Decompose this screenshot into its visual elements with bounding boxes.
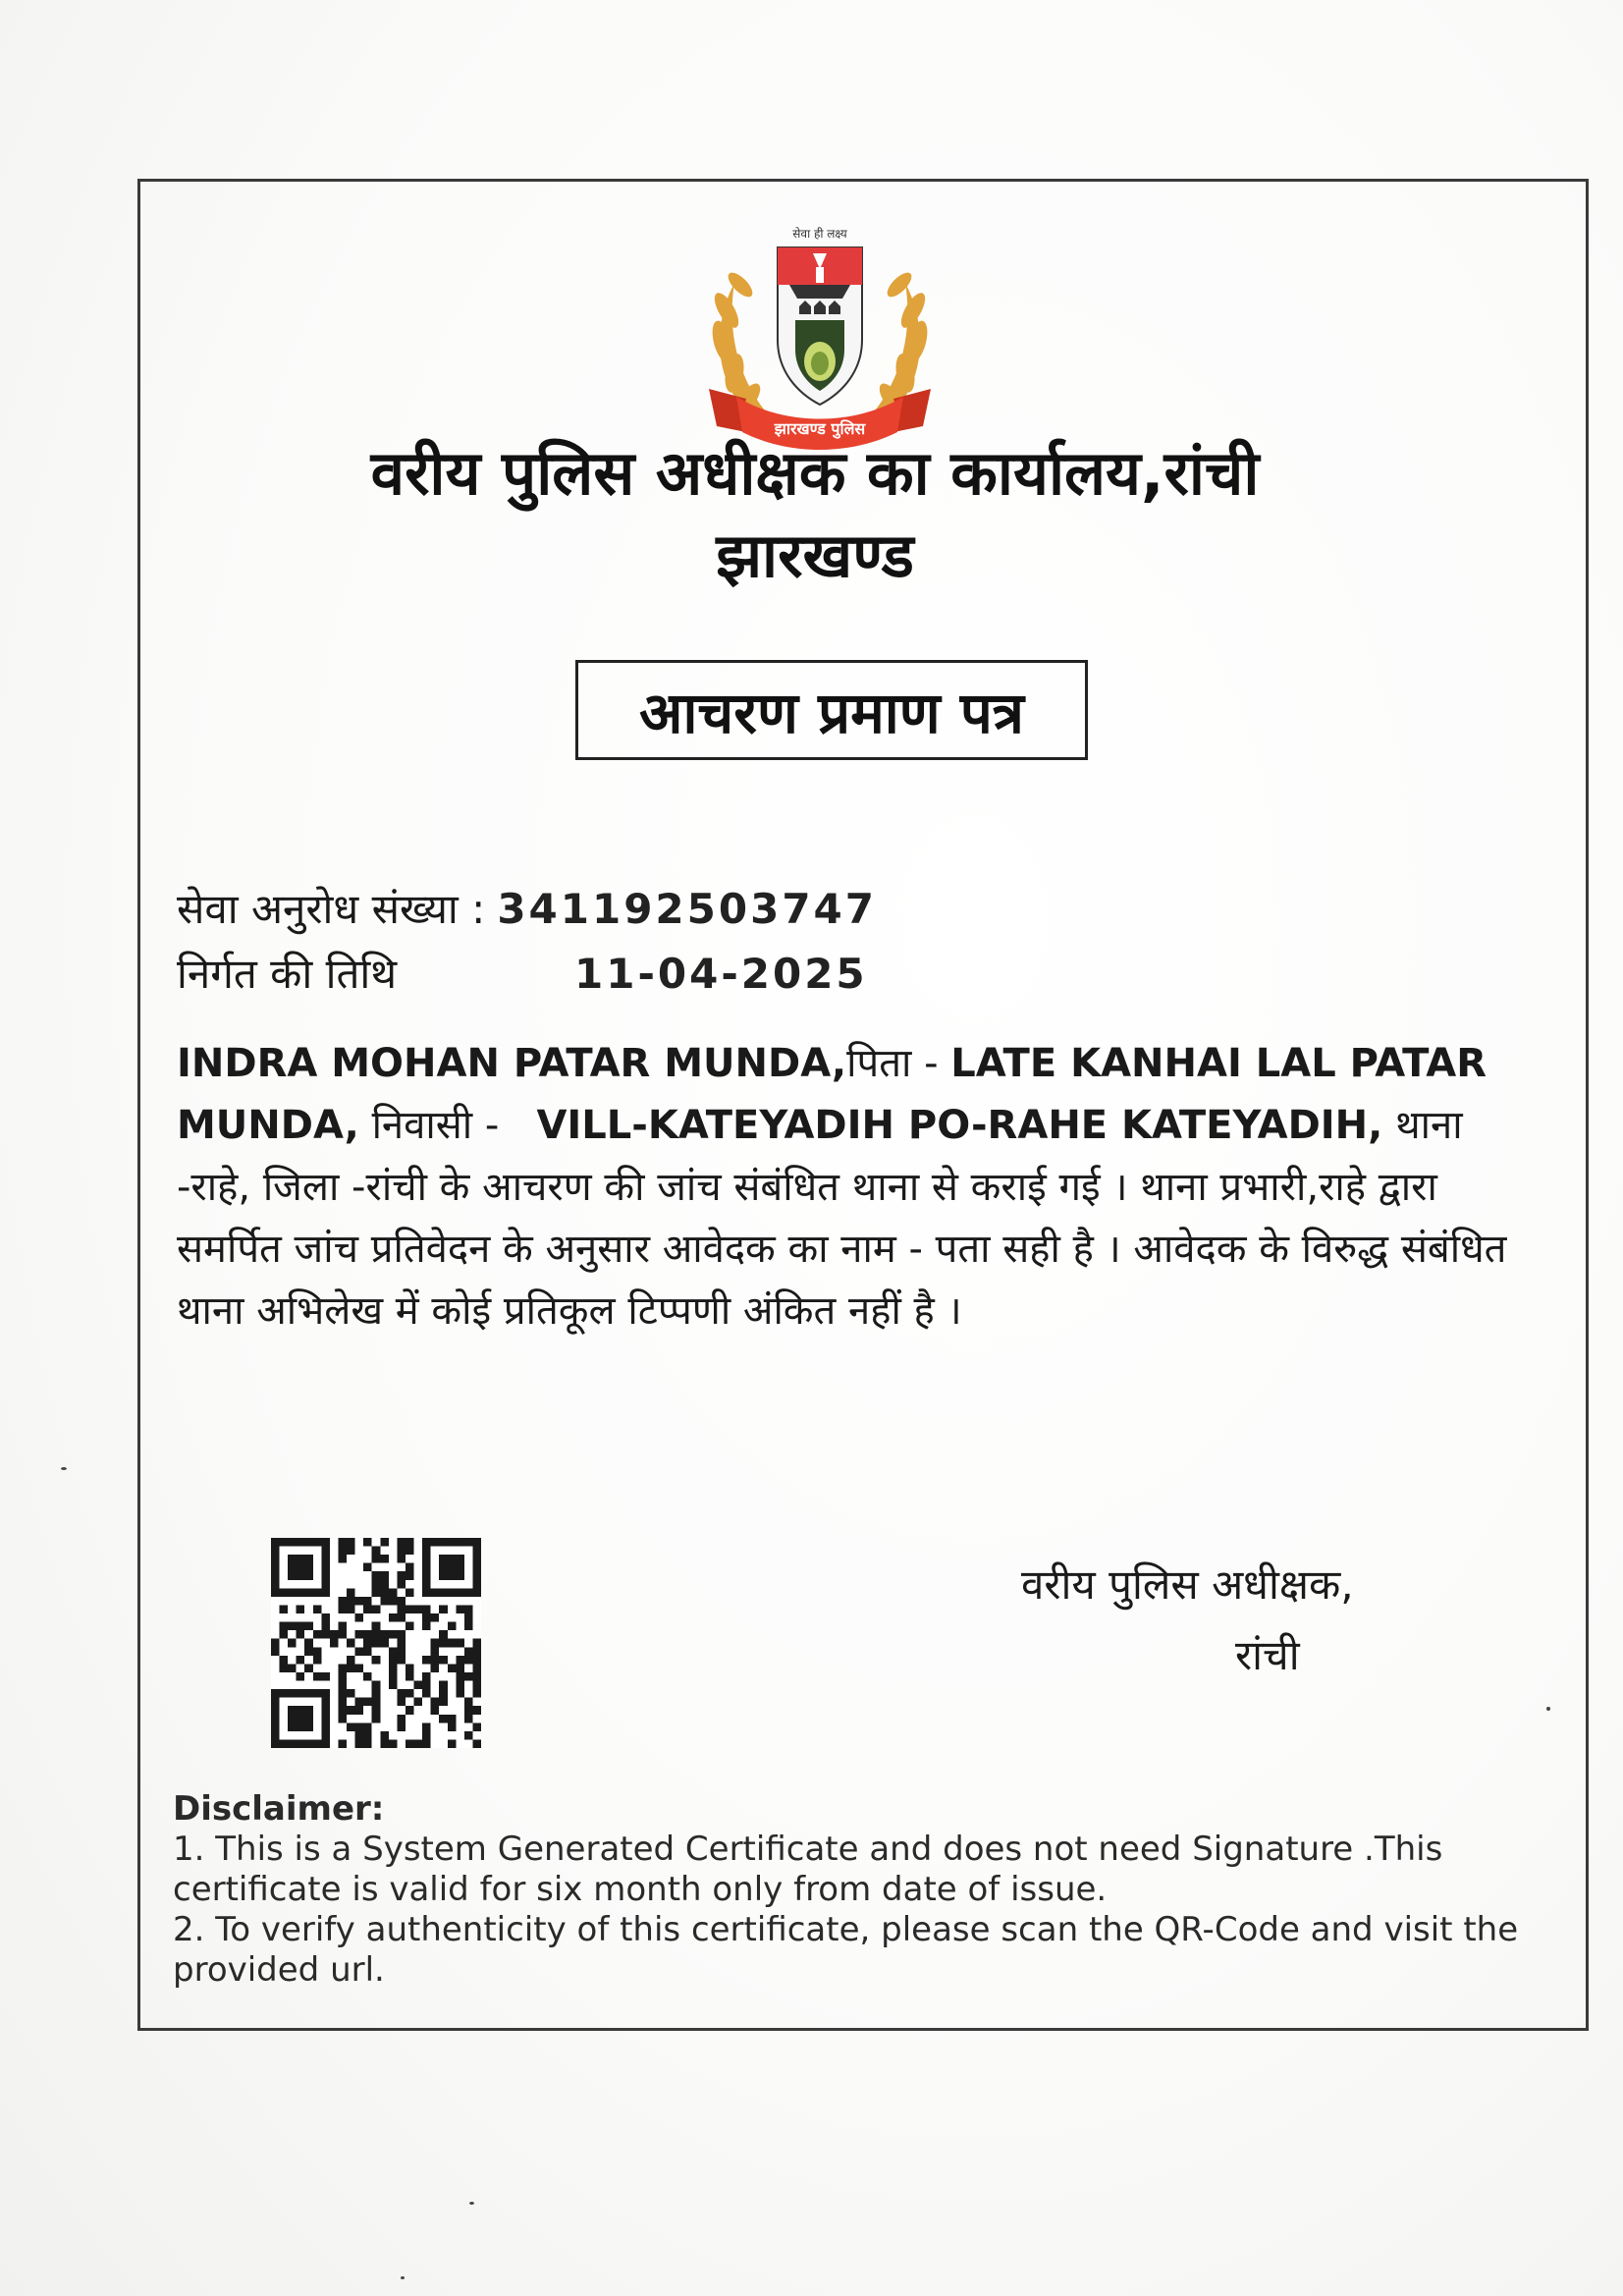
issue-date-value: 11-04-2025 [574,950,868,998]
issue-date-row [177,945,868,1001]
certificate-title-box [575,660,1088,760]
office-title-line2: झारखण्ड [716,519,914,591]
disclaimer-heading: Disclaimer: [173,1789,385,1829]
request-number-label: सेवा अनुरोध संख्या : [177,885,486,933]
qr-code[interactable] [271,1538,481,1748]
scan-speck [469,2202,474,2205]
emblem-motto: सेवा ही लक्ष्य [792,227,847,241]
father-label: पिता - [846,1041,951,1086]
office-title [157,432,1473,597]
request-number-row [177,880,877,936]
applicant-address: VILL-KATEYADIH PO-RAHE KATEYADIH, [536,1103,1383,1148]
scan-speck [1546,1707,1550,1711]
issue-date-label: निर्गत की तिथि [177,950,398,998]
resident-label: निवासी - [358,1103,537,1148]
certificate-body [177,1033,1532,1342]
applicant-name: INDRA MOHAN PATAR MUNDA, [177,1041,847,1086]
jharkhand-police-emblem [687,224,952,460]
office-title-line1: वरीय पुलिस अधीक्षक का कार्यालय,रांची [370,437,1260,509]
signatory-designation: वरीय पुलिस अधीक्षक, [1021,1560,1354,1609]
father-name: LATE KANHAI LAL PATAR MUNDA, [177,1041,1488,1148]
emblem-ribbon-text: झारखण्ड पुलिस [774,419,866,438]
signatory-location: रांची [1235,1631,1300,1679]
certificate-title: आचरण प्रमाण पत्र [639,679,1024,746]
signatory-block [1021,1550,1354,1691]
scan-speck [61,1467,67,1470]
disclaimer-item-1: 1. This is a System Generated Certificate and does not need Signature .This certificate is valid for six month only from date of issue. [173,1830,1443,1909]
request-number-value: 341192503747 [497,885,877,933]
disclaimer-item-2: 2. To verify authenticity of this certificate, please scan the QR-Code and visit the provided url. [173,1910,1519,1990]
scan-speck [401,2276,405,2279]
shield-icon [778,247,862,405]
certificate-statement: थाना -राहे, जिला -रांची के आचरण की जांच संबंधित थाना से कराई गई । थाना प्रभारी,राहे द्वारा समर्पित जांच प्रतिवेदन के अनुसार आवेदक का नाम - पता सही है । आवेदक के विरुद्ध संबंधित थाना अभिलेख में कोई प्रतिकूल टिप्पणी अंकित नहीं है । [177,1103,1507,1334]
disclaimer [173,1789,1528,1991]
